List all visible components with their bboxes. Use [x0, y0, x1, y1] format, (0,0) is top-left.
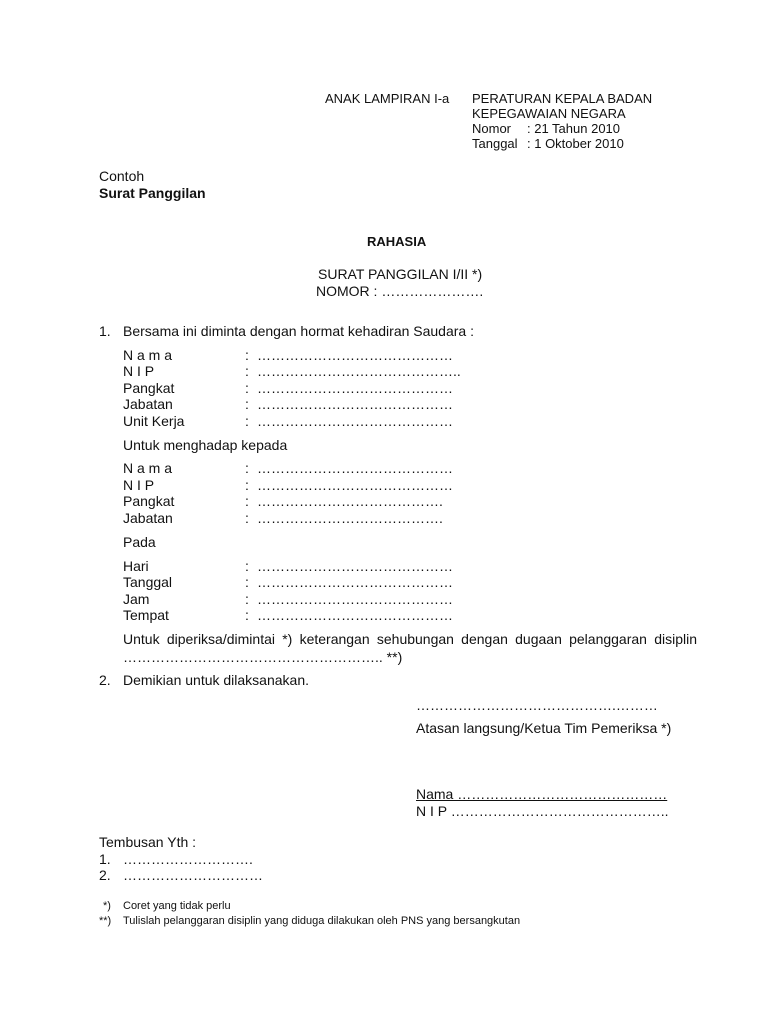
cc-item-number: 2.	[99, 867, 111, 883]
signature-name: Nama ………………………………………	[416, 786, 668, 802]
field-colon: :	[245, 493, 249, 509]
contoh-label: Contoh	[99, 168, 145, 184]
footnote-text: Tulislah pelanggaran disiplin yang diduga dilakukan oleh PNS yang bersangkutan	[123, 915, 521, 927]
field-colon: :	[245, 396, 249, 412]
field-row-jam	[0, 591, 768, 607]
field-dots: ………………………………….	[257, 510, 443, 526]
regulation-line-2: KEPEGAWAIAN NEGARA	[472, 106, 626, 121]
tanggal-label: Tanggal	[472, 136, 518, 151]
classification-label: RAHASIA	[367, 234, 427, 249]
field-dots: ………………………………….	[257, 493, 443, 509]
field-label: N I P	[123, 363, 155, 379]
field-dots: ……………………………………	[257, 591, 453, 607]
field-label: Tanggal	[123, 574, 173, 590]
field-label: N a m a	[123, 347, 173, 363]
nomor-label: Nomor	[472, 121, 512, 136]
field-dots: ……………………………………	[257, 558, 453, 574]
annex-label: ANAK LAMPIRAN I-a	[325, 91, 450, 106]
field-colon: :	[245, 510, 249, 526]
field-colon: :	[245, 347, 249, 363]
item-1-text: Bersama ini diminta dengan hormat kehadiran Saudara :	[123, 323, 474, 339]
regulation-line-1: PERATURAN KEPALA BADAN	[472, 91, 653, 106]
field-label: N a m a	[123, 460, 173, 476]
footnote-mark: **)	[99, 915, 112, 927]
field-dots: ……………………………………	[257, 380, 453, 396]
field-dots: ……………………………………	[257, 477, 453, 493]
cc-item-dots: ……………………….	[123, 851, 253, 867]
letter-number: NOMOR : ………………….	[316, 283, 484, 299]
subheading-menghadap: Untuk menghadap kepada	[123, 437, 288, 453]
cc-item-dots: …………………………	[123, 867, 263, 883]
field-colon: :	[245, 591, 249, 607]
field-colon: :	[245, 607, 249, 623]
field-label: Tempat	[123, 607, 169, 623]
field-colon: :	[245, 363, 249, 379]
field-row-tanggal	[0, 574, 768, 590]
nomor-value: : 21 Tahun 2010	[527, 121, 621, 136]
field-label: Jabatan	[123, 396, 173, 412]
field-row-tempat	[0, 607, 768, 623]
field-dots: ……………………………………	[257, 574, 453, 590]
document-title: Surat Panggilan	[99, 185, 206, 201]
field-label: Jabatan	[123, 510, 173, 526]
purpose-line-1: Untuk diperiksa/dimintai *) keterangan sehubungan dengan dugaan pelanggaran disiplin	[123, 631, 697, 647]
field-dots: ……………………………………..	[257, 363, 461, 379]
field-row-jabatan	[0, 510, 768, 526]
field-colon: :	[245, 380, 249, 396]
item-2-text: Demikian untuk dilaksanakan.	[123, 672, 309, 688]
field-dots: ……………………………………	[257, 396, 453, 412]
signature-nip: N I P ………………………………………..	[416, 803, 669, 819]
field-label: Unit Kerja	[123, 413, 185, 429]
item-2-number: 2.	[99, 672, 111, 688]
field-row-unit-kerja	[0, 413, 768, 429]
field-label: Hari	[123, 558, 149, 574]
field-row-nip	[0, 477, 768, 493]
field-row-hari	[0, 558, 768, 574]
cc-heading: Tembusan Yth :	[99, 834, 197, 850]
field-colon: :	[245, 477, 249, 493]
field-colon: :	[245, 574, 249, 590]
field-row-pangkat	[0, 380, 768, 396]
field-row-jabatan	[0, 396, 768, 412]
field-row-nip	[0, 363, 768, 379]
field-row-pangkat	[0, 493, 768, 509]
item-1-number: 1.	[99, 323, 111, 339]
field-label: Pangkat	[123, 493, 175, 509]
letter-title: SURAT PANGGILAN I/II *)	[318, 266, 483, 282]
cc-item-number: 1.	[99, 851, 111, 867]
signature-role: Atasan langsung/Ketua Tim Pemeriksa *)	[416, 720, 672, 736]
field-dots: ……………………………………	[257, 460, 453, 476]
field-label: Pangkat	[123, 380, 175, 396]
field-dots: ……………………………………	[257, 413, 453, 429]
field-colon: :	[245, 413, 249, 429]
field-label: N I P	[123, 477, 155, 493]
footnote-text: Coret yang tidak perlu	[123, 900, 231, 912]
field-colon: :	[245, 460, 249, 476]
field-row-nama	[0, 460, 768, 476]
signature-place-date: …………………………………….………	[416, 697, 658, 713]
field-label: Jam	[123, 591, 150, 607]
purpose-line-2: ……………………………………………….. **)	[123, 649, 403, 665]
tanggal-value: : 1 Oktober 2010	[527, 136, 624, 151]
field-row-nama	[0, 347, 768, 363]
field-dots: ……………………………………	[257, 607, 453, 623]
field-dots: ……………………………………	[257, 347, 453, 363]
footnote-mark: *)	[103, 900, 111, 912]
field-colon: :	[245, 558, 249, 574]
subheading-pada: Pada	[123, 534, 156, 550]
